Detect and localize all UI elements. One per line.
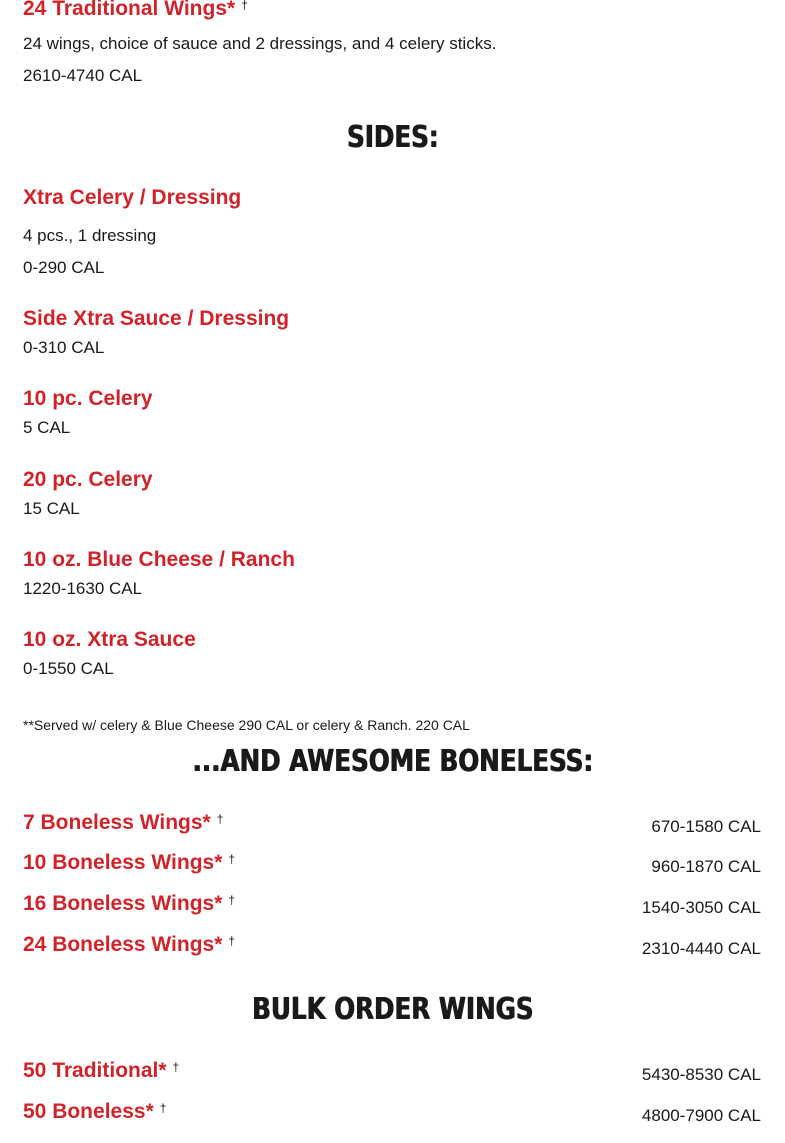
item-calories: 2310-4440 CAL (641, 939, 761, 958)
menu-item-title: 20 pc. Celery (23, 468, 153, 491)
item-name: 10 Boneless Wings* (23, 851, 223, 874)
item-description: 4 pcs., 1 dressing (23, 226, 157, 245)
item-calories: 960-1870 CAL (651, 857, 761, 876)
item-calories: 4800-7900 CAL (641, 1106, 761, 1125)
menu-item-title: 10 pc. Celery (23, 387, 153, 410)
item-calories: 0-310 CAL (23, 338, 105, 357)
menu-item-title (23, 851, 235, 875)
item-name: 50 Boneless* (23, 1100, 154, 1123)
item-name: 7 Boneless Wings* (23, 811, 211, 834)
menu-item-title (23, 892, 235, 916)
menu-item-title (23, 933, 235, 957)
section-heading-bulk: BULK ORDER WINGS (251, 992, 534, 1027)
dagger-mark: † (216, 812, 224, 826)
item-calories: 0-1550 CAL (23, 659, 114, 678)
item-name: 24 Traditional Wings* (23, 0, 236, 20)
item-calories: 1540-3050 CAL (641, 898, 761, 917)
section-heading-boneless: ...AND AWESOME BONELESS: (192, 744, 593, 779)
menu-item-title: 10 oz. Xtra Sauce (23, 628, 196, 651)
menu-item-title: Xtra Celery / Dressing (23, 186, 242, 209)
dagger-mark: † (172, 1060, 180, 1074)
menu-item-title (23, 1059, 179, 1083)
item-calories: 670-1580 CAL (651, 817, 761, 836)
menu-item-title (23, 1100, 166, 1124)
dagger-mark: † (241, 0, 248, 12)
item-name: 50 Traditional* (23, 1059, 167, 1082)
item-description: 24 wings, choice of sauce and 2 dressings, and 4 celery sticks. (23, 34, 497, 53)
menu-item-title (23, 811, 223, 835)
dagger-mark: † (228, 852, 236, 866)
menu-item-title (23, 0, 248, 21)
dagger-mark: † (159, 1101, 167, 1115)
item-calories: 5 CAL (23, 418, 71, 437)
item-calories: 5430-8530 CAL (641, 1065, 761, 1084)
menu-item-title: Side Xtra Sauce / Dressing (23, 307, 290, 330)
dagger-mark: † (228, 893, 236, 907)
dagger-mark: † (228, 934, 236, 948)
served-with-note: **Served w/ celery & Blue Cheese 290 CAL or celery & Ranch. 220 CAL (23, 717, 470, 733)
item-calories: 15 CAL (23, 499, 80, 518)
item-name: 24 Boneless Wings* (23, 933, 223, 956)
item-calories: 0-290 CAL (23, 258, 105, 277)
section-heading-sides: SIDES: (346, 120, 439, 155)
item-calories: 1220-1630 CAL (23, 579, 143, 598)
item-name: 16 Boneless Wings* (23, 892, 223, 915)
item-calories: 2610-4740 CAL (23, 66, 143, 85)
menu-item-title: 10 oz. Blue Cheese / Ranch (23, 548, 295, 571)
